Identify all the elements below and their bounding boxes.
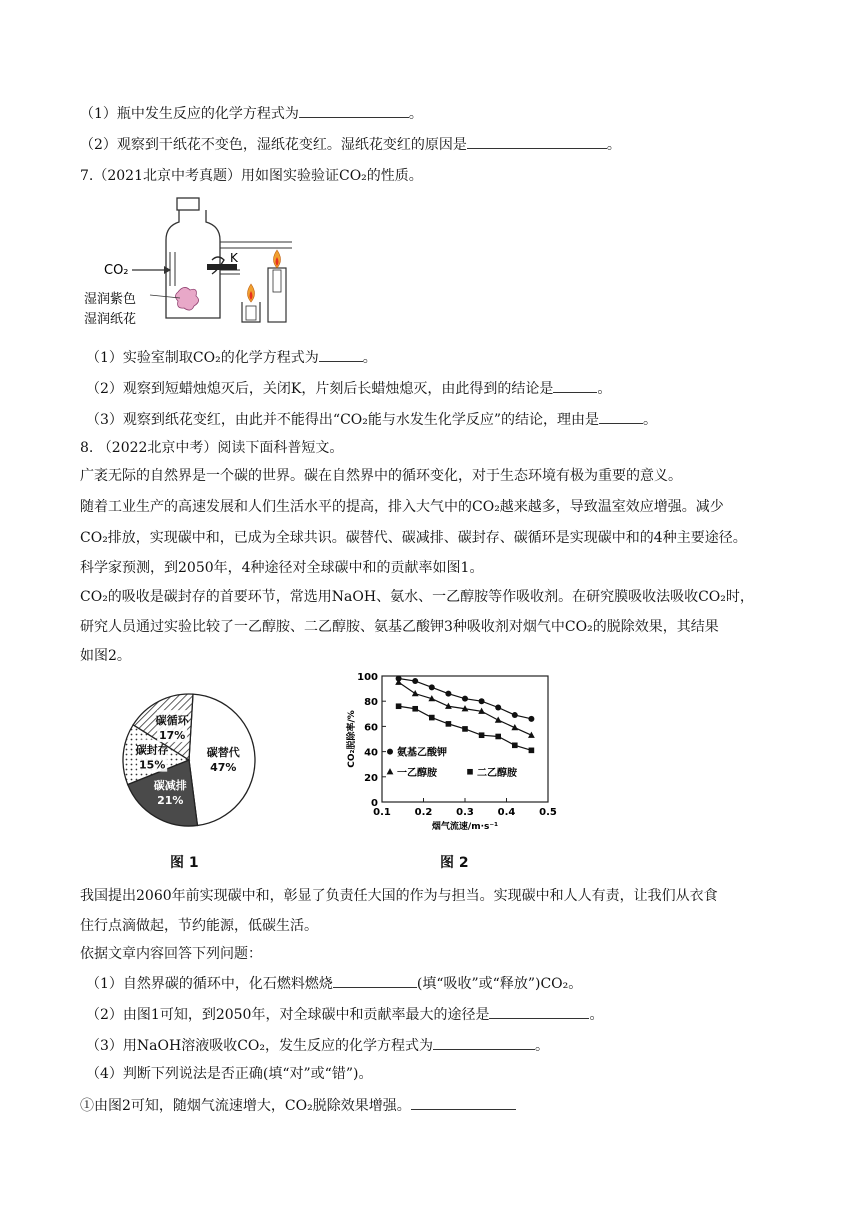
- data-point: [412, 706, 418, 712]
- data-point: [479, 732, 485, 738]
- answer-blank[interactable]: [299, 103, 409, 118]
- outlet-tube: [220, 242, 292, 248]
- data-point: [429, 715, 435, 721]
- x-tick-label: 0.4: [497, 807, 516, 818]
- q8-sub3: （3）用NaOH溶液吸收CO₂，发生反应的化学方程式为 。: [86, 1035, 549, 1056]
- co2-label: CO₂: [104, 263, 129, 278]
- paragraph: CO₂排放，实现碳中和，已成为全球共识。碳替代、碳减排、碳封存、碳循环是实现碳中和的4种主要途径。: [80, 530, 747, 546]
- q8-statement-1: ①由图2可知，随烟气流速增大，CO₂脱除效果增强。: [80, 1095, 516, 1116]
- pie-value-label: 21%: [157, 793, 184, 807]
- pie-category-label: 碳循环: [155, 714, 189, 728]
- flower-label-2: 湿润纸花: [84, 312, 137, 327]
- line-chart-figure-2: [340, 666, 570, 838]
- paragraph: 科学家预测，到2050年，4种途径对全球碳中和的贡献率如图1。: [80, 560, 484, 576]
- paragraph: 如图2。: [80, 648, 131, 664]
- figure-1-caption: 图 1: [170, 855, 199, 871]
- q8-title: 8. （2022北京中考）阅读下面科普短文。: [80, 440, 344, 456]
- q8-sub1: （1）自然界碳的循环中，化石燃料燃烧 (填“吸收”或“释放”)CO₂。: [86, 973, 582, 994]
- x-tick-label: 0.5: [539, 807, 557, 818]
- short-candle: [246, 306, 256, 320]
- answer-blank[interactable]: [319, 347, 363, 362]
- pie-value-label: 17%: [158, 729, 186, 743]
- series-circle: [396, 676, 535, 722]
- flower-label-1: 湿润紫色: [84, 292, 137, 307]
- answer-blank[interactable]: [553, 378, 597, 393]
- answer-blank[interactable]: [433, 1035, 535, 1050]
- pie-category-label: 碳减排: [153, 778, 187, 792]
- q7-sub2: （2）观察到短蜡烛熄灭后，关闭K，片刻后长蜡烛熄灭，由此得到的结论是 。: [86, 378, 611, 399]
- y-tick-label: 60: [364, 722, 378, 734]
- k-label: K: [230, 251, 238, 265]
- data-point: [467, 769, 473, 775]
- y-tick-label: 80: [364, 697, 378, 709]
- y-tick-label: 20: [364, 772, 378, 784]
- data-point: [479, 698, 485, 704]
- plot-frame: [382, 676, 548, 802]
- y-tick-label: 40: [364, 747, 378, 759]
- answer-blank[interactable]: [333, 973, 417, 988]
- answer-blank[interactable]: [411, 1095, 516, 1110]
- data-point: [495, 734, 501, 740]
- q7-sub3: （3）观察到纸花变红，由此并不能得出“CO₂能与水发生化学反应”的结论，理由是 。: [86, 409, 657, 430]
- legend-label: 二乙醇胺: [477, 767, 517, 779]
- paragraph: CO₂的吸收是碳封存的首要环节，常选用NaOH、氨水、一乙醇胺等作吸收剂。在研究膜吸收法吸收CO₂时，: [80, 589, 754, 605]
- data-point: [462, 696, 468, 702]
- long-candle: [273, 270, 281, 292]
- bottle-stopper: [177, 198, 199, 210]
- y-axis-label: CO₂脱除率/%: [347, 710, 357, 768]
- data-point: [512, 743, 518, 749]
- pie-chart-figure-1: [104, 692, 274, 828]
- figure-2-caption: 图 2: [440, 855, 469, 871]
- q8-sub2: （2）由图1可知，到2050年，对全球碳中和贡献率最大的途径是 。: [86, 1004, 603, 1025]
- legend-label: 氨基乙酸钾: [397, 747, 447, 759]
- data-point: [446, 721, 452, 727]
- paragraph: 住行点滴做起，节约能源，低碳生活。: [80, 918, 318, 934]
- y-tick-label: 0: [371, 798, 378, 809]
- data-point: [495, 705, 501, 711]
- data-point: [396, 703, 402, 709]
- x-tick-label: 0.2: [414, 807, 433, 818]
- data-point: [412, 690, 419, 696]
- paragraph: 我国提出2060年前实现碳中和，彰显了负责任大国的作为与担当。实现碳中和人人有责，让我们从衣食: [80, 888, 718, 904]
- paper-flower: [176, 287, 199, 310]
- q8-sub4: （4）判断下列说法是否正确(填“对”或“错”)。: [86, 1066, 373, 1082]
- q7-sub1: （1）实验室制取CO₂的化学方程式为 。: [86, 347, 377, 368]
- data-point: [512, 712, 518, 718]
- y-tick-label: 100: [357, 672, 378, 683]
- x-axis-label: 烟气流速/m·s⁻¹: [431, 822, 499, 832]
- data-point: [528, 716, 534, 722]
- data-point: [429, 684, 435, 690]
- x-tick-label: 0.3: [456, 807, 474, 818]
- answer-blank[interactable]: [599, 409, 643, 424]
- pie-value-label: 47%: [210, 760, 237, 774]
- q6-sub1: （1）瓶中发生反应的化学方程式为 。: [80, 103, 423, 124]
- data-point: [495, 717, 502, 723]
- paragraph: 依据文章内容回答下列问题：: [80, 946, 262, 962]
- data-point: [445, 691, 451, 697]
- co2-apparatus-diagram: [80, 190, 310, 335]
- x-tick-label: 0.1: [373, 807, 391, 818]
- data-point: [529, 748, 535, 754]
- q7-title: 7.（2021北京中考真题）用如图实验验证CO₂的性质。: [80, 168, 423, 184]
- paragraph: 广袤无际的自然界是一个碳的世界。碳在自然界中的循环变化，对于生态环境有极为重要的意义。: [80, 468, 682, 484]
- q6-sub2: （2）观察到干纸花不变色，湿纸花变红。湿纸花变红的原因是 。: [80, 134, 621, 155]
- pie-category-label: 碳替代: [206, 745, 240, 759]
- answer-blank[interactable]: [467, 134, 607, 149]
- answer-blank[interactable]: [489, 1004, 589, 1019]
- pie-value-label: 15%: [139, 758, 166, 772]
- data-point: [387, 768, 394, 774]
- legend-label: 一乙醇胺: [397, 767, 437, 779]
- data-point: [387, 749, 393, 755]
- pie-category-label: 碳封存: [135, 743, 169, 757]
- paragraph: 随着工业生产的高速发展和人们生活水平的提高，排入大气中的CO₂越来越多，导致温室效应增强。减少: [80, 499, 724, 515]
- data-point: [412, 678, 418, 684]
- data-point: [462, 726, 468, 732]
- paragraph: 研究人员通过实验比较了一乙醇胺、二乙醇胺、氨基乙酸钾3种吸收剂对烟气中CO₂的脱除效果，其结果: [80, 619, 719, 635]
